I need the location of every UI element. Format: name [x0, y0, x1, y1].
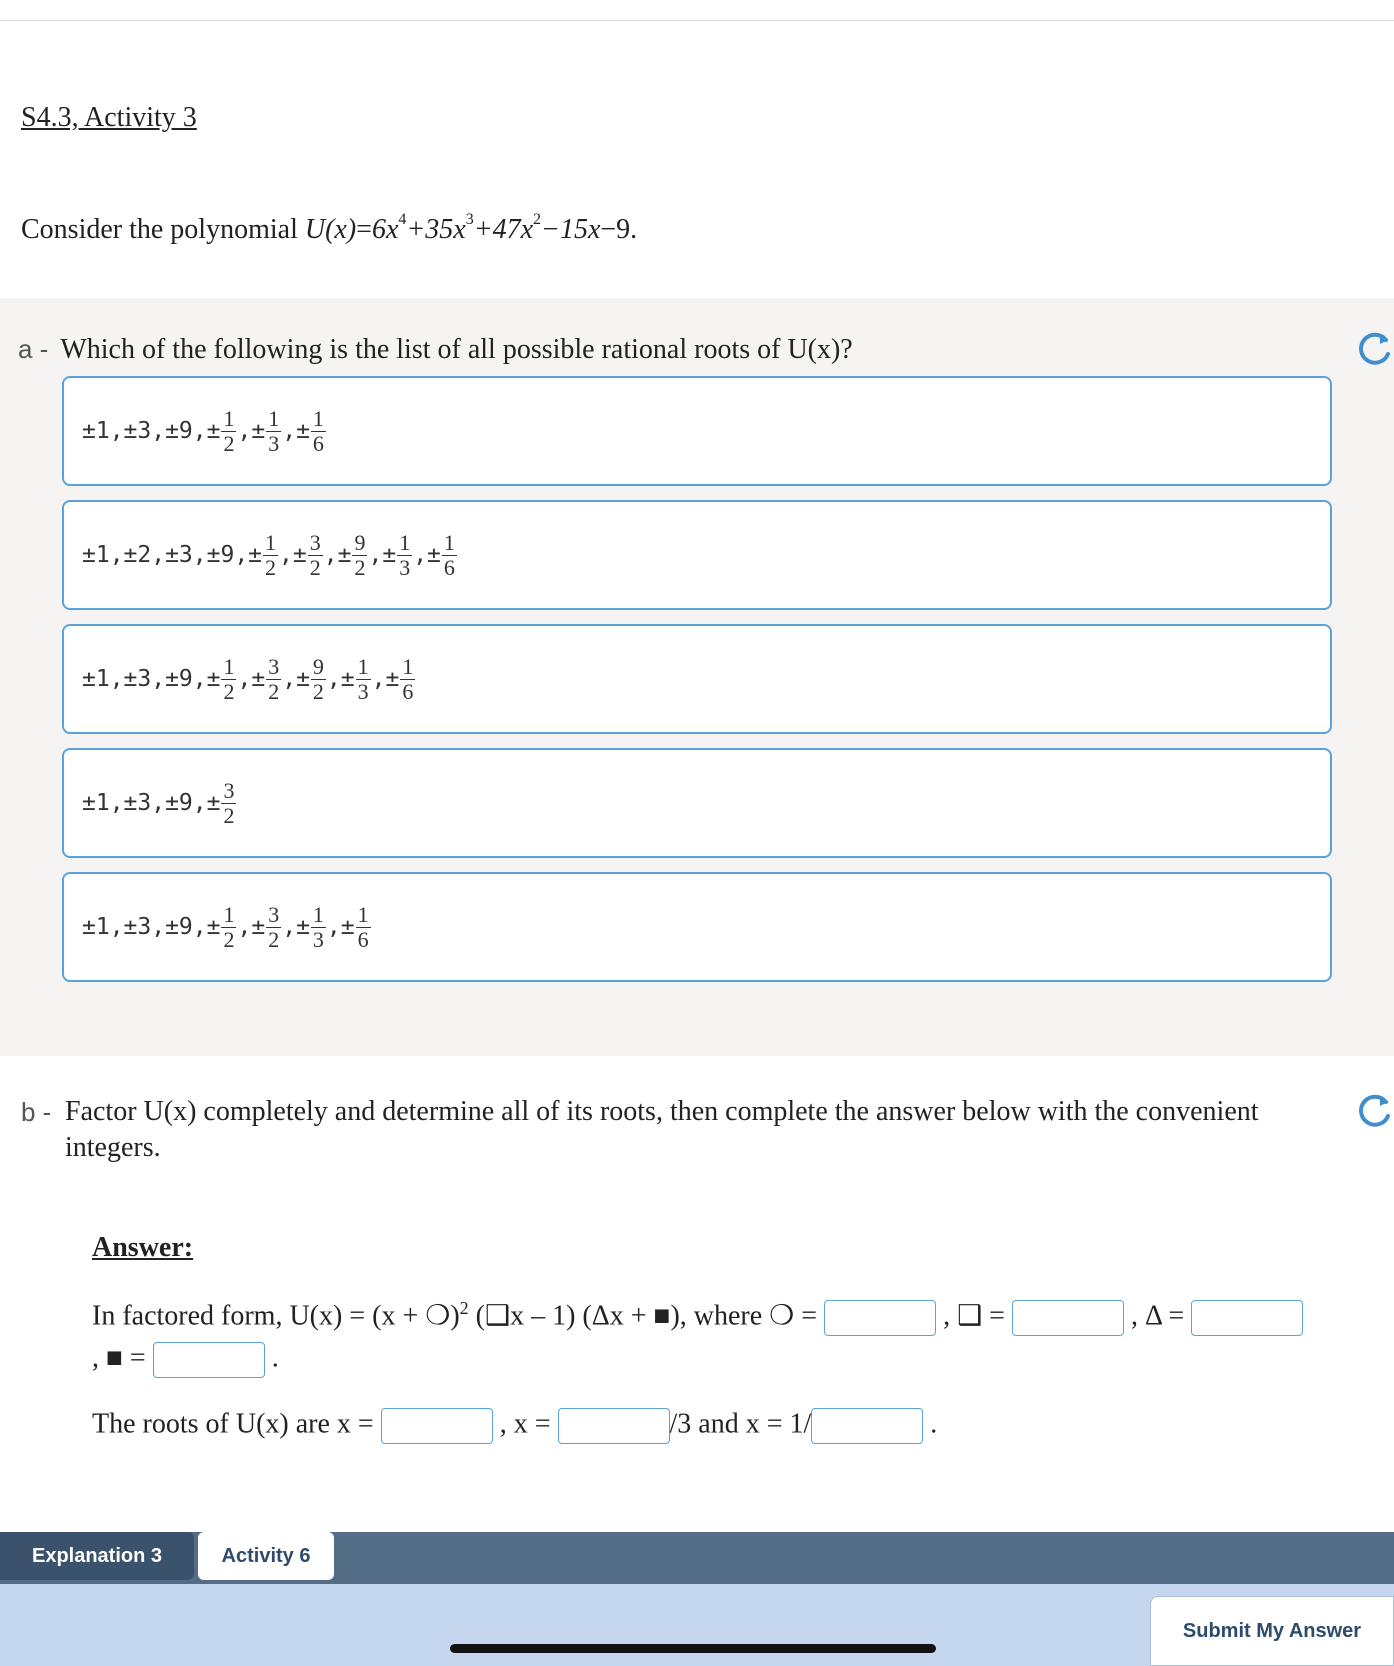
fraction-numerator: 1 [312, 405, 324, 431]
roots-mid: /3 and x = 1/ [669, 1408, 812, 1440]
fraction-denominator: 3 [268, 430, 280, 456]
option-2[interactable] [62, 500, 1332, 610]
option-3-text [82, 626, 416, 732]
plus-minus: ± [206, 418, 221, 444]
fraction-numerator: 1 [265, 529, 277, 555]
fraction-numerator: 9 [312, 653, 324, 679]
fraction-numerator: 1 [402, 653, 414, 679]
activity-title-link[interactable]: S4.3, Activity 3 [21, 102, 197, 133]
factored-form-line2 [92, 1342, 279, 1378]
part-b-question-line2: integers. [65, 1132, 161, 1163]
comma: , [326, 666, 341, 692]
root3-input[interactable] [811, 1408, 923, 1444]
fraction-denominator: 2 [223, 678, 235, 704]
part-b-question [21, 1094, 1301, 1166]
fraction [263, 531, 278, 580]
refresh-icon[interactable] [1354, 1090, 1394, 1130]
circle-input[interactable] [824, 1300, 936, 1336]
plus-minus: ± [292, 542, 307, 568]
plus-minus: ± [248, 542, 263, 568]
plus-minus: ± [206, 790, 221, 816]
square-label: , ❑ = [943, 1300, 1005, 1332]
part-a-letter: a - [18, 334, 49, 364]
fraction-denominator: 2 [312, 678, 324, 704]
part-b-letter: b - [21, 1097, 52, 1127]
comma: , [237, 418, 252, 444]
fraction-denominator: 6 [357, 926, 369, 952]
fraction-numerator: 1 [312, 901, 324, 927]
option-1-text [82, 378, 327, 484]
fraction-denominator: 6 [443, 554, 455, 580]
intro-text [21, 210, 638, 246]
poly-exp1: 4 [398, 210, 407, 228]
comma: , [323, 542, 338, 568]
plus-minus: ± [340, 666, 355, 692]
fraction [397, 531, 412, 580]
plus-minus: ± [340, 914, 355, 940]
fraction-numerator: 3 [223, 777, 235, 803]
fraction [311, 903, 326, 952]
poly-term3: +47x [473, 214, 534, 245]
factored-prefix: In factored form, U(x) = (x + ❍) [92, 1300, 460, 1332]
tab-activity[interactable]: Activity 6 [198, 1532, 334, 1580]
refresh-icon[interactable] [1354, 328, 1394, 368]
fraction-denominator: 2 [223, 926, 235, 952]
fraction-denominator: 3 [399, 554, 411, 580]
fraction [221, 407, 236, 456]
fraction-denominator: 2 [223, 802, 235, 828]
tab-bar [0, 1532, 1394, 1584]
factored-mid: (❑x – 1) (Δx + ■), where ❍ = [468, 1300, 818, 1332]
fraction [311, 655, 326, 704]
comma: , [282, 418, 297, 444]
poly-exp3: 2 [533, 210, 542, 228]
fraction-denominator: 3 [357, 678, 369, 704]
option-3[interactable] [62, 624, 1332, 734]
option-5[interactable] [62, 872, 1332, 982]
fraction-numerator: 3 [309, 529, 321, 555]
fraction [266, 407, 281, 456]
fraction [266, 903, 281, 952]
poly-term5: −9 [600, 214, 631, 245]
fraction [311, 407, 326, 456]
plus-minus: ± [251, 418, 266, 444]
poly-eq: = [356, 214, 372, 245]
submit-answer-button[interactable]: Submit My Answer [1150, 1596, 1394, 1666]
fraction-numerator: 1 [268, 405, 280, 431]
footer-area [0, 1584, 1394, 1666]
fraction-numerator: 9 [354, 529, 366, 555]
option-5-text [82, 874, 372, 980]
part-a-question [18, 334, 853, 366]
root1-input[interactable] [381, 1408, 493, 1444]
intro-lead: Consider the polynomial [21, 214, 305, 245]
option-4[interactable] [62, 748, 1332, 858]
option-4-text [82, 750, 237, 856]
option-2-text [82, 502, 458, 608]
part-a-section [0, 298, 1394, 1056]
part-b-question-line1: Factor U(x) completely and determine all of its roots, then complete the answer below with the convenient [65, 1096, 1259, 1127]
fraction-denominator: 2 [354, 554, 366, 580]
fraction-denominator: 2 [309, 554, 321, 580]
poly-term2: +35x [406, 214, 466, 245]
comma: , [279, 542, 293, 568]
fraction [221, 655, 236, 704]
poly-end: . [630, 214, 638, 245]
comma: , [413, 542, 428, 568]
plus-minus: ± [206, 914, 221, 940]
poly-term1: 6x [371, 214, 399, 245]
square-input[interactable] [1012, 1300, 1124, 1336]
root2-input[interactable] [558, 1408, 670, 1444]
fraction [352, 531, 367, 580]
delta-input[interactable] [1191, 1300, 1303, 1336]
option-prefix: ±1,±3,±9, [82, 914, 207, 940]
fraction-denominator: 2 [268, 678, 280, 704]
roots-end: . [930, 1408, 938, 1440]
comma: , [371, 666, 386, 692]
fraction [356, 903, 371, 952]
fraction-numerator: 1 [223, 405, 235, 431]
plus-minus: ± [427, 542, 441, 568]
plus-minus: ± [296, 914, 310, 940]
fraction [266, 655, 281, 704]
answer-label: Answer: [92, 1232, 194, 1263]
polynomial-expression [304, 210, 638, 245]
fraction [400, 655, 415, 704]
fraction-denominator: 2 [223, 430, 235, 456]
fraction [356, 655, 371, 704]
plus-minus: ± [296, 418, 310, 444]
comma: , [282, 914, 297, 940]
tab-explanation[interactable]: Explanation 3 [0, 1532, 194, 1580]
fraction-denominator: 2 [268, 926, 280, 952]
comma: , [237, 666, 252, 692]
part-b-section [0, 1056, 1394, 1532]
roots-line [92, 1408, 937, 1444]
fraction-denominator: 6 [312, 430, 324, 456]
poly-lhs: U(x) [304, 214, 357, 245]
fraction-denominator: 2 [265, 554, 277, 580]
fraction-numerator: 1 [223, 901, 235, 927]
plus-minus: ± [296, 666, 310, 692]
fraction [442, 531, 457, 580]
fraction-denominator: 3 [312, 926, 324, 952]
black-square-label: , ■ = [92, 1342, 146, 1374]
fraction-numerator: 1 [223, 653, 235, 679]
comma: , [237, 914, 252, 940]
fraction-numerator: 1 [357, 653, 369, 679]
roots-prefix: The roots of U(x) are x = [92, 1408, 374, 1440]
poly-term4: −15x [541, 214, 601, 245]
fraction-numerator: 3 [268, 653, 280, 679]
comma: , [326, 914, 341, 940]
plus-minus: ± [385, 666, 400, 692]
delta-label: , Δ = [1130, 1300, 1185, 1332]
fraction-numerator: 1 [399, 529, 411, 555]
plus-minus: ± [206, 666, 221, 692]
fraction [221, 779, 236, 828]
fraction-denominator: 6 [402, 678, 414, 704]
comma: , [282, 666, 297, 692]
plus-minus: ± [251, 666, 266, 692]
fraction-numerator: 1 [357, 901, 369, 927]
fraction [308, 531, 323, 580]
factored-form-line [92, 1298, 1303, 1336]
option-prefix: ±1,±2,±3,±9, [82, 542, 249, 568]
home-indicator [450, 1644, 936, 1653]
option-prefix: ±1,±3,±9, [82, 790, 207, 816]
fraction [221, 903, 236, 952]
fraction-numerator: 1 [443, 529, 455, 555]
part-a-question-text: Which of the following is the list of all possible rational roots of U(x)? [60, 334, 853, 365]
plus-minus: ± [251, 914, 266, 940]
black-square-input[interactable] [153, 1342, 265, 1378]
poly-exp2: 3 [465, 210, 474, 228]
comma: , [368, 542, 383, 568]
plus-minus: ± [382, 542, 397, 568]
factored-exponent: 2 [459, 1298, 469, 1318]
fraction-numerator: 3 [268, 901, 280, 927]
factored-period: . [271, 1342, 279, 1374]
option-prefix: ±1,±3,±9, [82, 418, 207, 444]
option-prefix: ±1,±3,±9, [82, 666, 207, 692]
plus-minus: ± [337, 542, 352, 568]
roots-separator: , x = [499, 1408, 551, 1440]
option-1[interactable] [62, 376, 1332, 486]
top-divider [0, 20, 1394, 21]
